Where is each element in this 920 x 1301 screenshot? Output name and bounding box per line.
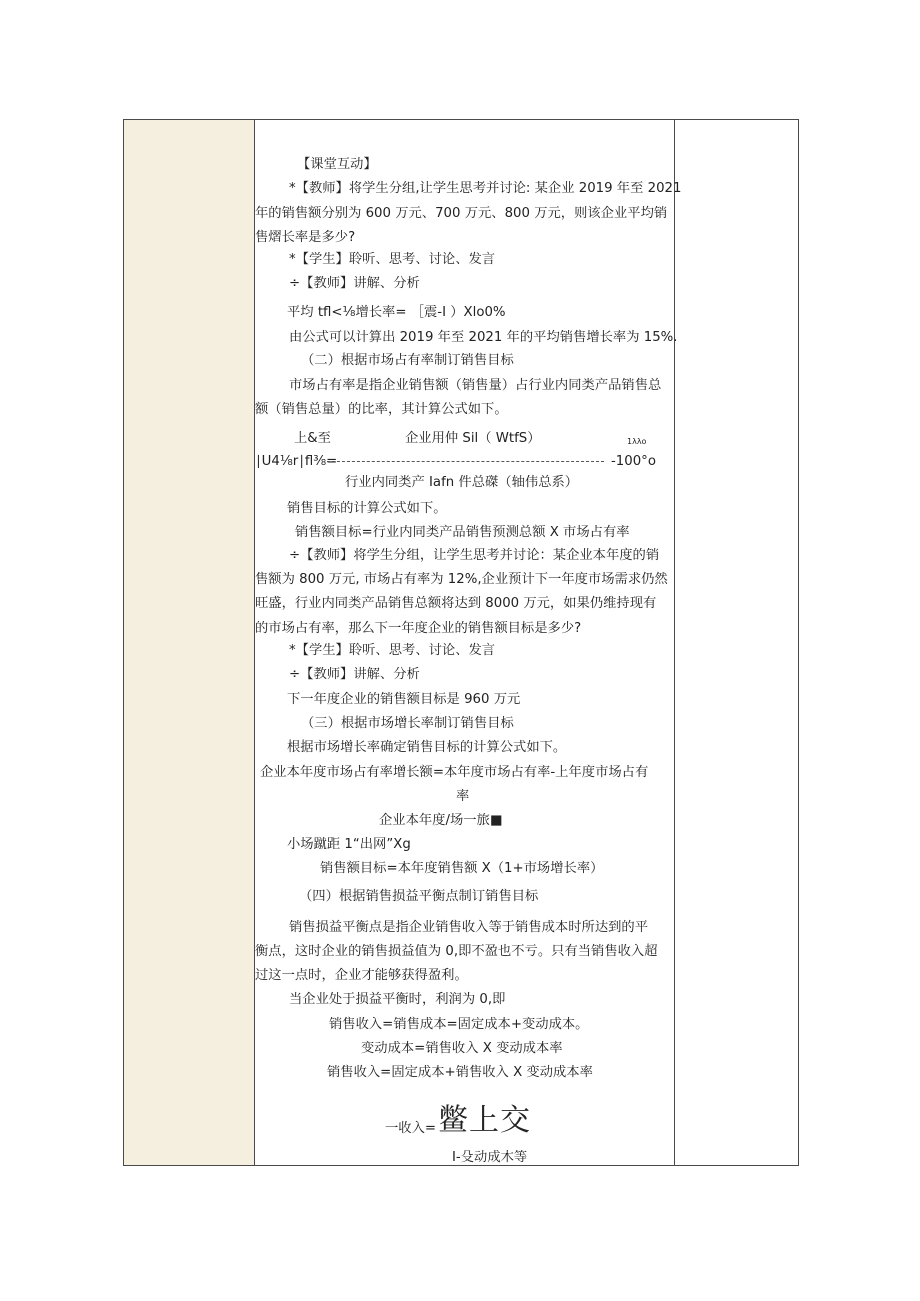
text-line: 的市场占有率，那么下一年度企业的销售额目标是多少? — [255, 621, 582, 636]
subsection-heading: （三）根据市场增长率制订销售目标 — [301, 716, 514, 731]
formula-line: 销售额目标=本年度销售额 X（1+市场增长率） — [320, 861, 604, 876]
text-line: 销售目标的计算公式如下。 — [287, 501, 447, 516]
formula-fragment: 企业本年度/场一旅■ — [379, 813, 503, 828]
formula-fragment: 一收入= — [385, 1121, 437, 1136]
formula-fragment: 上&至 — [294, 431, 331, 446]
teacher-line: ÷【教师】讲解、分析 — [289, 667, 420, 682]
lesson-table — [123, 119, 799, 1166]
table-left-cell — [124, 120, 255, 1165]
formula-fragment: 小场蹴距 1“出网”Xg — [287, 837, 411, 852]
formula-line: 销售额目标=行业内同类产品销售预测总额 X 市场占有率 — [295, 525, 630, 540]
text-line: 当企业处于损益平衡时，利润为 0,即 — [289, 992, 506, 1007]
formula-line: 销售收入=销售成本=固定成本+变动成本。 — [329, 1017, 589, 1032]
teacher-line: *【教师】将学生分组,让学生思考并讨论: 某企业 2019 年至 2021 — [289, 181, 682, 196]
formula-numerator: 企业用仲 Sil（ WtfS） — [405, 431, 541, 446]
text-line: 销售损益平衡点是指企业销售收入等于销售成本时所达到的平 — [289, 920, 649, 935]
text-line: 下一年度企业的销售额目标是 960 万元 — [287, 692, 521, 707]
formula-line: 平均 tfl<⅛增长率= ［震-I ）Xlo0% — [287, 305, 506, 320]
text-line: 旺盛，行业内同类产品销售总额将达到 8000 万元，如果仍维持现有 — [255, 596, 657, 611]
text-line: 市场占有率是指企业销售额（销售量）占行业内同类产品销售总 — [289, 378, 662, 393]
formula-denominator: 行业内同类产 Iafn 件总磔（轴伟总系） — [345, 475, 579, 490]
formula-lhs: ∣U4⅛r∣fl⅜= — [255, 454, 338, 469]
formula-line: 销售收入=固定成本+销售收入 X 变动成本率 — [327, 1065, 593, 1080]
table-right-cell — [675, 120, 798, 1165]
subsection-heading: （四）根据销售损益平衡点制订销售目标 — [299, 889, 539, 904]
text-line: 额（销售总量）的比率，其计算公式如下。 — [255, 402, 508, 417]
text-line: 由公式可以计算出 2019 年至 2021 年的平均销售增长率为 15%. — [289, 330, 678, 345]
text-line: 率 — [456, 789, 470, 804]
teacher-line: ÷【教师】将学生分组，让学生思考并讨论：某企业本年度的销 — [289, 548, 660, 563]
table-content-cell — [255, 120, 682, 1165]
teacher-line: ÷【教师】讲解、分析 — [289, 276, 420, 291]
fraction-bar — [327, 461, 604, 462]
formula-line: 变动成本=销售收入 X 变动成本率 — [361, 1041, 563, 1056]
text-line: 过这一点时，企业才能够获得盈利。 — [255, 968, 468, 983]
text-line: 售熠长率是多少? — [255, 230, 356, 245]
formula-fragment: I-殳动成木等 — [452, 1150, 528, 1165]
student-line: *【学生】聆听、思考、讨论、发言 — [289, 252, 496, 267]
student-line: *【学生】聆听、思考、讨论、发言 — [289, 643, 496, 658]
text-line: 根据市场增长率确定销售目标的计算公式如下。 — [287, 740, 567, 755]
text-line: 售额为 800 万元, 市场占有率为 12%,企业预计下一年度市场需求仍然 — [255, 572, 668, 587]
formula-fragment: 1λλo — [627, 437, 647, 446]
text-line: 年的销售额分别为 600 万元、700 万元、800 万元，则该企业平均销 — [255, 206, 668, 221]
section-heading-class-interaction: 【课堂互动】 — [297, 157, 377, 172]
text-line: 衡点，这时企业的销售损益值为 0,即不盈也不亏。只有当销售收入超 — [255, 944, 658, 959]
formula-large-fragment: 鳖上交 — [438, 1103, 531, 1138]
subsection-heading: （二）根据市场占有率制订销售目标 — [301, 353, 514, 368]
formula-multiplier: -100°o — [611, 454, 656, 469]
formula-line: 企业本年度市场占有率增长额=本年度市场占有率-上年度市场占有 — [260, 765, 649, 780]
